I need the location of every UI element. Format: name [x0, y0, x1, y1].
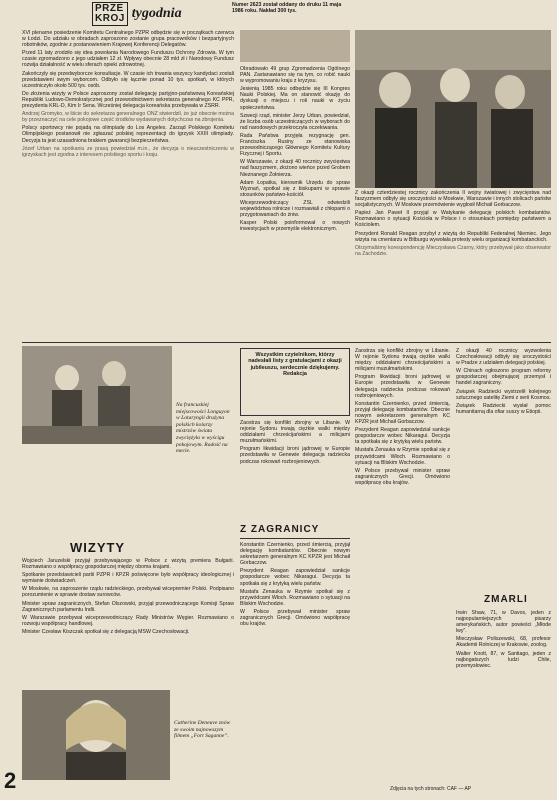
column-wizyty	[22, 558, 234, 686]
photo-official-meeting	[355, 30, 551, 188]
column-right-lower-a	[355, 348, 450, 776]
zagranica-heading: Z ZAGRANICY	[240, 524, 320, 535]
visit-item: Minister spraw zagranicznych, Stefan Olszowski, przyjął przewodniczącego Komisji Spraw Zagranicznych parlamentu Indii.	[22, 600, 234, 613]
foreign-item: W Polsce przebywał minister spraw zagranicznych Grecji. Omówiono współpracę obu krajów.	[355, 467, 450, 486]
news-item: Papież Jan Paweł II przyjął w Watykanie delegację polskich kombatantów. Rozmawiano o sytuacji Kościoła w Polsce i o stosunkach pomiędzy państwem a Kościołem.	[355, 210, 551, 229]
news-item: Jesienią 1985 roku odbędzie się III Kongres Nauki Polskiej. Ma on stanowić okazję do dyskusji o miejscu i roli nauki w życiu społeczeństwa.	[240, 86, 350, 111]
foreign-item: Konstantin Czernienko, przed śmiercią, przyjął delegację kombatantów. Obecnie nowym sekretarzem generalnym KC KPZR jest Michaił Gorbaczow.	[355, 400, 450, 426]
news-item: W Chinach ogłoszono program reformy gospodarczej obejmującej przemysł i handel zagraniczny.	[456, 368, 551, 387]
news-item: Szwecji rząd, minister Jerzy Urban, powiedział, że liczba osób uczestniczących w wyborach do rad narodowych przekroczyła oczekiwania.	[240, 112, 350, 131]
obituary-item: Walter Knott, 87, w Santiago, jeden z najbogatszych ludzi Chile, przemysłowiec.	[456, 650, 551, 669]
visit-item: W Warszawie przebywał wiceprzewodniczący Rady Ministrów Węgier. Rozmawiano o rozwoju współpracy handlowej.	[22, 614, 234, 627]
foreign-item: Prezydent Reagan zapowiedział sankcje gospodarcze wobec Nikaragui. Decyzja ta spotkała się z krytyką wielu państw.	[240, 568, 350, 587]
photo-deneuve-image	[22, 690, 170, 780]
photo-deneuve	[22, 690, 170, 780]
visit-item: Minister Czesław Kiszczak spotkał się z delegacją MSW Czechosłowacji.	[22, 628, 190, 635]
wizyty-heading: WIZYTY	[70, 540, 126, 555]
foreign-item: Zaostrza się konflikt zbrojny w Libanie. W rejonie Sydonu trwają ciężkie walki między oddziałami chrześcijańskimi a milicjami muzułmańskimi.	[355, 348, 450, 373]
news-item: Do złożenia wizyty w Polsce zaproszony został delegację partyjno-państwową Koreańskiej Republiki Ludowo-Demokratycznej pod przewodnictwem sekretarza generalnego KC PPR, prezydenta KRL-D, Kim Ir Sena. Wcześniej delegacja koreańska przebywała w ZSRR.	[22, 90, 234, 110]
masthead-logo-line1: PRZE	[95, 3, 124, 14]
zagranica-rule	[240, 538, 350, 539]
obituary-item: Irwin Shaw, 71, w Davos, jeden z najpopularniejszych pisarzy amerykańskich, autor powieści „Młode lwy”.	[456, 610, 551, 635]
news-item: Kasper Polski poinformował o nowych inwestycjach w przemyśle elektronicznym.	[240, 220, 350, 233]
foreign-item: W Polsce przebywał minister spraw zagranicznych Grecji. Omówiono współpracę obu krajów.	[240, 608, 350, 628]
news-item: Zakończyły się przedwyborcze konsultacje. W czasie ich trwania wszyscy kandydaci zostali przedstawieni swym wyborcom. Odbyło się łącznie ponad 10 tys. spotkań, w których uczestniczyło około 500 tys. osób.	[22, 70, 234, 89]
news-item: Przed 11 laty zrodziło się idea powołania Narodowego Funduszu Ochrony Zdrowia. W tym czasie zgromadzono z jego udziałem 12 zł. Wpływy obecnie 28 mld zł i Narodowy Fundusz rozwija działalność w wielu sferach opieki zdrowotnej.	[22, 50, 234, 69]
foreign-item: Prezydent Reagan zapowiedział sankcje gospodarcze wobec Nikaragui. Decyzja ta spotkała się z krytyką wielu państw.	[355, 427, 450, 446]
photo-credits: Zdjęcia na tych stronach: CAF — AP	[390, 786, 472, 792]
visit-item: Spotkanie przedstawicieli partii PZPR i KPZR poświęcone było współpracy ideologicznej i wymianie doświadczeń.	[22, 572, 234, 585]
news-item: Prezydent Ronald Reagan przybył z wizytą do Republiki Federalnej Niemiec. Jego wizyta na cmentarzu w Bitburgu wywołała protesty wielu organizacji kombatanckich.	[355, 230, 551, 243]
photo-placeholder	[240, 30, 350, 62]
masthead	[92, 2, 182, 26]
page-number: 2	[4, 768, 17, 793]
photo-cyclists	[22, 346, 172, 444]
foreign-item: Program likwidacji broni jądrowej w Europie przedstawiła w Genewie delegacja radziecka podczas rokowań rozbrojeniowych.	[355, 374, 450, 399]
obituary-item: Mieczysław Poliszewski, 68, profesor Akademii Rolniczej w Krakowie, zoolog.	[456, 636, 551, 649]
page-header	[0, 0, 557, 28]
column-middle-top	[240, 30, 350, 335]
news-item: XVI plenarne posiedzenie Komitetu Centralnego PZPR odbędzie się w początkach czerwca w Łodzi. Do udziału w obradach zaproszono zostanie grupa pracowników i bezpartyjnych robotników, zgodnie z postanowieniem Krajowej Konferencji Delegatów.	[22, 30, 234, 49]
column-left-top	[22, 30, 234, 340]
news-item: Obradowało 49 grup Zgromadzenia Ogólnego PAN. Zastanawiano się na tym, co robić nauki w wypromowaniu kraju z kryzysu.	[240, 66, 350, 85]
foreign-item: Konstantin Czernienko, przed śmiercią, przyjął delegację kombatantów. Obecnie nowym sekretarzem generalnym KC KPZR jest Michaił Gorbaczow.	[240, 542, 350, 567]
news-item: W Warszawie, z okazji 40 rocznicy zwycięstwa nad faszyzmem, złożono wieńce przed Grobem Nieznanego Żołnierza.	[240, 159, 350, 178]
news-item: Związek Radziecki wysłał pomoc humanitarną dla ofiar suszy w Etiopii.	[456, 402, 551, 415]
news-item: Rada Państwa przyjęła rezygnację gen. Franciszka Rusiny ze stanowiska przewodniczącego Głównego Komitetu Kultury Fizycznej i Sportu.	[240, 132, 350, 158]
column-right-top	[355, 190, 551, 340]
caption-visit: Catherine Deneuve znów ze swoim najnowszym filmem „Fort Saganne”.	[174, 720, 231, 740]
section-divider	[22, 342, 551, 343]
foreign-item: Mustafa Zenauka w Rzymie spotkał się z przywódcami Włoch. Rozmawiano o sytuacji na Bliskim Wschodzie.	[355, 447, 450, 466]
news-item: Adam Łopatka, kierownik Urzędu do spraw Wyznań, spotkał się z biskupami w sprawie stosunków państwo-kościół.	[240, 179, 350, 198]
news-item: Józef Urban na spotkaniu ze prasą powiedział m.in., że decyzja o nieuczestniczeniu w igrzyskach jest zgodna z interesem polskiego sportu i kraju.	[22, 145, 234, 158]
news-item: Z okazji 40 rocznicy wyzwolenia Czechosłowacji odbyły się uroczystości w Pradze z udziałem delegacji polskiej.	[456, 348, 551, 367]
news-item: Andrzej Gromyko, w liście do sekretarza generalnego ONZ stwierdził, że już obecnie można by przeznaczyć na cele pokojowe część środków wydawanych dotychczas na zbrojenia.	[22, 111, 234, 124]
column-middle-lower	[240, 542, 350, 772]
news-item: Otrzymaliśmy korespondencję Mieczysława Czarny, który przebywał jako obserwator na Zachodzie.	[355, 244, 551, 257]
foreign-item: Mustafa Zenauka w Rzymie spotkał się z przywódcami Włoch. Rozmawiano o sytuacji na Bliskim Wschodzie.	[240, 588, 350, 607]
masthead-word: tygodnia	[131, 6, 182, 21]
zmarli-heading: ZMARLI	[484, 594, 528, 605]
boxed-note: Wszystkim czytelnikom, którzy nadesłali listy z gratulacjami z okazji jubileuszu, serdecznie dziękujemy. Redakcja	[240, 348, 350, 416]
masthead-logo-line2: KROJ	[95, 13, 125, 24]
visit-item: Wojciech Jaruzelski przyjął przebywającego w Polsce z wizytą premiera Bułgarii. Rozmawiano o współpracy gospodarczej między oboma krajami.	[22, 558, 234, 571]
column-zmarli	[456, 610, 551, 782]
column-far-right	[456, 348, 551, 588]
masthead-logo	[92, 2, 128, 26]
issue-info: Numer 2623 został oddany do druku 11 maja 1986 roku. Nakład 300 tys.	[232, 2, 342, 15]
visit-item: W Moskwie, na zaproszenie rządu radzieckiego, przebywał wicepremier Polski. Podpisano porozumienie w sprawie dostaw surowców.	[22, 586, 234, 599]
news-item: Polscy sportowcy nie pojadą na olimpiadę do Los Angeles. Zarząd Polskiego Komitetu Olimpijskiego postanowił nie zgłaszać polskiej reprezentacji do igrzysk XXIII olimpiady. Decyzja ta jest uzasadniona brakiem gwarancji bezpieczeństwa.	[22, 125, 234, 144]
news-item: Z okazji czterdziestej rocznicy zakończenia II wojny światowej i zwycięstwa nad faszyzmem odbyły się uroczystości w Moskwie, Warszawie i innych stolicach państw socjalistycznych. W Moskwie przemówienie wygłosił Michaił Gorbaczow.	[355, 190, 551, 209]
photo-cyclists-image	[22, 346, 172, 444]
foreign-item: Zaostrza się konflikt zbrojny w Libanie. W rejonie Sydonu trwają ciężkie walki między oddziałami chrześcijańskimi a milicjami muzułmańskimi.	[240, 420, 350, 445]
news-item: Wiceprzewodniczący ZSL odwiedzili województwa rolnicze i rozmawiali z chłopami o przygotowaniach do żniw.	[240, 199, 350, 219]
news-item: Związek Radziecki wystrzelił kolejnego sztucznego satelitę Ziemi z serii Kosmos.	[456, 388, 551, 401]
photo-official-meeting-image	[355, 30, 551, 188]
column-middle-upper	[240, 420, 350, 520]
foreign-item: Program likwidacji broni jądrowej w Europie przedstawiła w Genewie delegacja radziecka podczas rokowań rozbrojeniowych.	[240, 446, 350, 465]
caption-sport: Na francuskiej miejscowości Longuyon w Lotaryngii drużyna polskich kolarzy mistrzów świata zwyciężyła w wyścigu pokojowym. Radość na mecie.	[176, 402, 230, 455]
